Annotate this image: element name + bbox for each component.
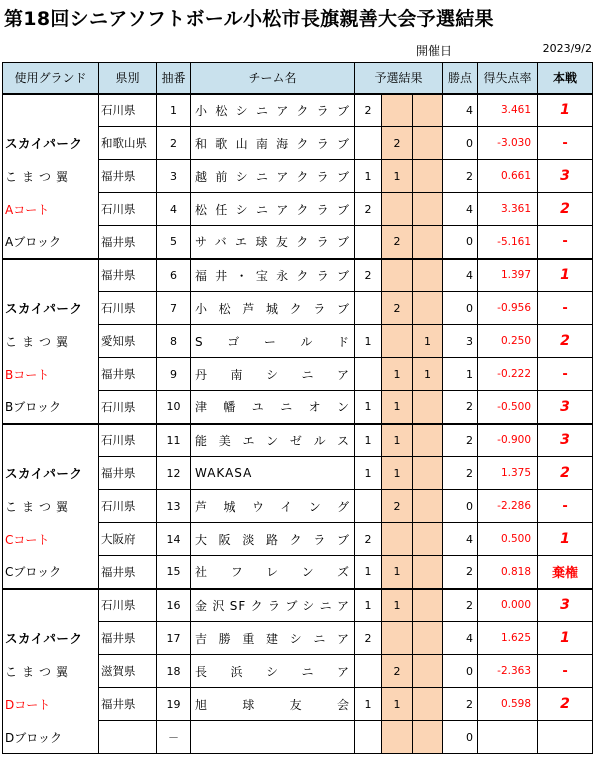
ground-block: Aブロック xyxy=(3,226,99,259)
team-name-cell: WAKASA xyxy=(191,457,355,490)
draw-number-cell: 12 xyxy=(157,457,191,490)
header-wins: 勝点 xyxy=(443,63,478,94)
final-rank-cell: 3 xyxy=(538,160,593,193)
prelim-result-2 xyxy=(382,193,413,226)
table-row xyxy=(3,655,593,688)
draw-number-cell: 16 xyxy=(157,589,191,622)
prelim-result-1 xyxy=(355,127,382,160)
prelim-result-3 xyxy=(413,292,443,325)
prelim-result-2: 2 xyxy=(382,127,413,160)
table-row xyxy=(3,424,593,457)
win-points-cell: 0 xyxy=(443,127,478,160)
team-name-cell: 大阪淡路クラブ xyxy=(191,523,355,556)
draw-number-cell: 2 xyxy=(157,127,191,160)
score-ratio-cell: -0.956 xyxy=(478,292,538,325)
ground-venue-sub: こまつ翼 xyxy=(3,490,99,523)
header-draw: 抽番 xyxy=(157,63,191,94)
prefecture-cell: 福井県 xyxy=(99,622,157,655)
prelim-result-1: 2 xyxy=(355,622,382,655)
prelim-result-3 xyxy=(413,589,443,622)
prelim-result-1: 2 xyxy=(355,94,382,127)
win-points-cell: 4 xyxy=(443,94,478,127)
score-ratio-cell: 1.625 xyxy=(478,622,538,655)
table-row xyxy=(3,226,593,259)
final-rank-cell: 1 xyxy=(538,94,593,127)
ground-court: Cコート xyxy=(3,523,99,556)
final-rank-cell: - xyxy=(538,490,593,523)
table-row xyxy=(3,292,593,325)
prelim-result-2: 1 xyxy=(382,589,413,622)
team-name-cell: 芦城ウイング xyxy=(191,490,355,523)
prelim-result-2 xyxy=(382,94,413,127)
prefecture-cell: 愛知県 xyxy=(99,325,157,358)
date-label: 開催日 xyxy=(416,44,453,58)
prefecture-cell: 福井県 xyxy=(99,259,157,292)
prelim-result-1 xyxy=(355,358,382,391)
header-row xyxy=(3,63,593,94)
prefecture-cell: 滋賀県 xyxy=(99,655,157,688)
table-row xyxy=(3,193,593,226)
prefecture-cell: 大阪府 xyxy=(99,523,157,556)
prelim-result-2 xyxy=(382,259,413,292)
final-rank-cell: - xyxy=(538,226,593,259)
draw-number-cell: 9 xyxy=(157,358,191,391)
prelim-result-1: 2 xyxy=(355,523,382,556)
table-row xyxy=(3,160,593,193)
prefecture-cell: 石川県 xyxy=(99,490,157,523)
win-points-cell: 2 xyxy=(443,457,478,490)
win-points-cell: 4 xyxy=(443,523,478,556)
table-row xyxy=(3,325,593,358)
prelim-result-3 xyxy=(413,259,443,292)
table-row xyxy=(3,688,593,721)
team-name-cell: 旭球友会 xyxy=(191,688,355,721)
ground-blank xyxy=(3,259,99,292)
prelim-result-2 xyxy=(382,523,413,556)
prefecture-cell: 福井県 xyxy=(99,556,157,589)
final-rank-cell: 1 xyxy=(538,523,593,556)
prelim-result-2 xyxy=(382,325,413,358)
final-rank-cell: 棄権 xyxy=(538,556,593,589)
prelim-result-2: 1 xyxy=(382,391,413,424)
final-rank-cell: 2 xyxy=(538,457,593,490)
prefecture-cell: 石川県 xyxy=(99,391,157,424)
table-row xyxy=(3,358,593,391)
prelim-result-3: 1 xyxy=(413,325,443,358)
prelim-result-3 xyxy=(413,556,443,589)
draw-number-cell: 18 xyxy=(157,655,191,688)
team-name-cell: 小松シニアクラブ xyxy=(191,94,355,127)
win-points-cell: 2 xyxy=(443,391,478,424)
score-ratio-cell: -3.030 xyxy=(478,127,538,160)
results-body xyxy=(3,94,593,754)
prelim-result-3 xyxy=(413,523,443,556)
prelim-result-1 xyxy=(355,292,382,325)
win-points-cell: 0 xyxy=(443,292,478,325)
ground-block: Cブロック xyxy=(3,556,99,589)
prelim-result-3 xyxy=(413,127,443,160)
team-name-cell: 越前シニアクラブ xyxy=(191,160,355,193)
win-points-cell: 0 xyxy=(443,490,478,523)
prefecture-cell: 福井県 xyxy=(99,457,157,490)
ground-blank xyxy=(3,589,99,622)
win-points-cell: 2 xyxy=(443,424,478,457)
table-row xyxy=(3,556,593,589)
score-ratio-cell: 0.000 xyxy=(478,589,538,622)
score-ratio-cell: -2.363 xyxy=(478,655,538,688)
page-title: 第18回シニアソフトボール小松市長旗親善大会予選結果 xyxy=(4,8,494,30)
prelim-result-2: 2 xyxy=(382,655,413,688)
win-points-cell: 2 xyxy=(443,160,478,193)
final-rank-cell: 2 xyxy=(538,325,593,358)
draw-number-cell: 15 xyxy=(157,556,191,589)
table-row xyxy=(3,589,593,622)
prefecture-cell: 石川県 xyxy=(99,589,157,622)
draw-number-cell: 1 xyxy=(157,94,191,127)
ground-block: Dブロック xyxy=(3,721,99,754)
win-points-cell: 1 xyxy=(443,358,478,391)
prelim-result-3 xyxy=(413,160,443,193)
final-rank-cell: - xyxy=(538,358,593,391)
prelim-result-2: 2 xyxy=(382,292,413,325)
prelim-result-1 xyxy=(355,490,382,523)
win-points-cell: 3 xyxy=(443,325,478,358)
score-ratio-cell: 0.818 xyxy=(478,556,538,589)
prelim-result-2: 1 xyxy=(382,688,413,721)
prelim-result-3 xyxy=(413,391,443,424)
prelim-result-1 xyxy=(355,721,382,754)
ground-venue: スカイパーク xyxy=(3,127,99,160)
prelim-result-1: 1 xyxy=(355,424,382,457)
score-ratio-cell: 3.461 xyxy=(478,94,538,127)
score-ratio-cell: 3.361 xyxy=(478,193,538,226)
team-name-cell: 能美エンゼルス xyxy=(191,424,355,457)
team-name-cell: 長浜シニア xyxy=(191,655,355,688)
prefecture-cell xyxy=(99,721,157,754)
prefecture-cell: 石川県 xyxy=(99,292,157,325)
win-points-cell: 2 xyxy=(443,688,478,721)
draw-number-cell: 19 xyxy=(157,688,191,721)
final-rank-cell: 2 xyxy=(538,193,593,226)
team-name-cell: 松任シニアクラブ xyxy=(191,193,355,226)
draw-number-cell: 6 xyxy=(157,259,191,292)
ground-court: Bコート xyxy=(3,358,99,391)
draw-number-cell: 4 xyxy=(157,193,191,226)
prelim-result-2: 2 xyxy=(382,226,413,259)
team-name-cell: 丹南シニア xyxy=(191,358,355,391)
prelim-result-1: 2 xyxy=(355,193,382,226)
draw-number-cell: 8 xyxy=(157,325,191,358)
score-ratio-cell: 0.598 xyxy=(478,688,538,721)
draw-number-cell: － xyxy=(157,721,191,754)
win-points-cell: 4 xyxy=(443,622,478,655)
team-name-cell: 吉勝重建シニア xyxy=(191,622,355,655)
prefecture-cell: 福井県 xyxy=(99,358,157,391)
score-ratio-cell: 1.397 xyxy=(478,259,538,292)
header-pref: 県別 xyxy=(99,63,157,94)
prelim-result-3 xyxy=(413,457,443,490)
prelim-result-1: 1 xyxy=(355,688,382,721)
score-ratio-cell: -5.161 xyxy=(478,226,538,259)
final-rank-cell: 3 xyxy=(538,589,593,622)
ground-venue: スカイパーク xyxy=(3,622,99,655)
team-name-cell: 小松芦城クラブ xyxy=(191,292,355,325)
team-name-cell: 社フレンズ xyxy=(191,556,355,589)
ground-venue-sub: こまつ翼 xyxy=(3,655,99,688)
score-ratio-cell: 0.661 xyxy=(478,160,538,193)
draw-number-cell: 5 xyxy=(157,226,191,259)
final-rank-cell: 1 xyxy=(538,259,593,292)
prelim-result-3 xyxy=(413,622,443,655)
win-points-cell: 2 xyxy=(443,556,478,589)
final-rank-cell: 3 xyxy=(538,391,593,424)
prelim-result-1 xyxy=(355,655,382,688)
prelim-result-1 xyxy=(355,226,382,259)
prelim-result-3 xyxy=(413,655,443,688)
prelim-result-3 xyxy=(413,94,443,127)
header-ratio: 得失点率 xyxy=(478,63,538,94)
results-table xyxy=(2,62,593,754)
win-points-cell: 4 xyxy=(443,259,478,292)
header-team: チーム名 xyxy=(191,63,355,94)
table-row xyxy=(3,523,593,556)
team-name-cell: サバエ球友クラブ xyxy=(191,226,355,259)
score-ratio-cell: 1.375 xyxy=(478,457,538,490)
draw-number-cell: 11 xyxy=(157,424,191,457)
prelim-result-1: 2 xyxy=(355,259,382,292)
draw-number-cell: 7 xyxy=(157,292,191,325)
final-rank-cell xyxy=(538,721,593,754)
prelim-result-2: 1 xyxy=(382,160,413,193)
table-row xyxy=(3,622,593,655)
table-row xyxy=(3,94,593,127)
prefecture-cell: 福井県 xyxy=(99,688,157,721)
prelim-result-3 xyxy=(413,226,443,259)
prelim-result-3 xyxy=(413,424,443,457)
header-ground: 使用グランド xyxy=(3,63,99,94)
ground-blank xyxy=(3,424,99,457)
final-rank-cell: 3 xyxy=(538,424,593,457)
draw-number-cell: 10 xyxy=(157,391,191,424)
prelim-result-1: 1 xyxy=(355,589,382,622)
prelim-result-1: 1 xyxy=(355,556,382,589)
win-points-cell: 0 xyxy=(443,226,478,259)
prelim-result-2 xyxy=(382,721,413,754)
prefecture-cell: 和歌山県 xyxy=(99,127,157,160)
ground-court: Dコート xyxy=(3,688,99,721)
table-row xyxy=(3,127,593,160)
prelim-result-2: 1 xyxy=(382,424,413,457)
header-prelim: 予選結果 xyxy=(355,63,443,94)
prelim-result-3 xyxy=(413,688,443,721)
prelim-result-2: 1 xyxy=(382,358,413,391)
table-row xyxy=(3,457,593,490)
prefecture-cell: 石川県 xyxy=(99,94,157,127)
ground-block: Bブロック xyxy=(3,391,99,424)
final-rank-cell: - xyxy=(538,127,593,160)
team-name-cell: 福井・宝永クラブ xyxy=(191,259,355,292)
table-row xyxy=(3,391,593,424)
draw-number-cell: 14 xyxy=(157,523,191,556)
score-ratio-cell: -0.222 xyxy=(478,358,538,391)
prelim-result-3 xyxy=(413,721,443,754)
ground-venue: スカイパーク xyxy=(3,292,99,325)
prelim-result-3 xyxy=(413,193,443,226)
draw-number-cell: 13 xyxy=(157,490,191,523)
prelim-result-1: 1 xyxy=(355,325,382,358)
win-points-cell: 2 xyxy=(443,589,478,622)
prelim-result-2: 1 xyxy=(382,556,413,589)
win-points-cell: 0 xyxy=(443,721,478,754)
final-rank-cell: - xyxy=(538,655,593,688)
ground-venue: スカイパーク xyxy=(3,457,99,490)
prefecture-cell: 石川県 xyxy=(99,424,157,457)
ground-venue-sub: こまつ翼 xyxy=(3,325,99,358)
final-rank-cell: 2 xyxy=(538,688,593,721)
prelim-result-1: 1 xyxy=(355,391,382,424)
team-name-cell: 金沢SFクラブシニア xyxy=(191,589,355,622)
prelim-result-1: 1 xyxy=(355,160,382,193)
prefecture-cell: 福井県 xyxy=(99,226,157,259)
prelim-result-3 xyxy=(413,490,443,523)
score-ratio-cell xyxy=(478,721,538,754)
win-points-cell: 4 xyxy=(443,193,478,226)
prelim-result-2: 1 xyxy=(382,457,413,490)
table-row xyxy=(3,259,593,292)
ground-court: Aコート xyxy=(3,193,99,226)
score-ratio-cell: 0.500 xyxy=(478,523,538,556)
prelim-result-3: 1 xyxy=(413,358,443,391)
team-name-cell: 和歌山南海クラブ xyxy=(191,127,355,160)
team-name-cell: 津幡ユニオン xyxy=(191,391,355,424)
final-rank-cell: - xyxy=(538,292,593,325)
score-ratio-cell: -0.500 xyxy=(478,391,538,424)
prelim-result-2: 2 xyxy=(382,490,413,523)
prelim-result-2 xyxy=(382,622,413,655)
prefecture-cell: 福井県 xyxy=(99,160,157,193)
header-final: 本戦 xyxy=(538,63,593,94)
prelim-result-1: 1 xyxy=(355,457,382,490)
date-value: 2023/9/2 xyxy=(542,42,592,55)
final-rank-cell: 1 xyxy=(538,622,593,655)
table-row xyxy=(3,721,593,754)
ground-blank xyxy=(3,94,99,127)
draw-number-cell: 17 xyxy=(157,622,191,655)
score-ratio-cell: 0.250 xyxy=(478,325,538,358)
team-name-cell xyxy=(191,721,355,754)
table-row xyxy=(3,490,593,523)
ground-venue-sub: こまつ翼 xyxy=(3,160,99,193)
prefecture-cell: 石川県 xyxy=(99,193,157,226)
score-ratio-cell: -2.286 xyxy=(478,490,538,523)
win-points-cell: 0 xyxy=(443,655,478,688)
team-name-cell: Sゴールド xyxy=(191,325,355,358)
draw-number-cell: 3 xyxy=(157,160,191,193)
score-ratio-cell: -0.900 xyxy=(478,424,538,457)
